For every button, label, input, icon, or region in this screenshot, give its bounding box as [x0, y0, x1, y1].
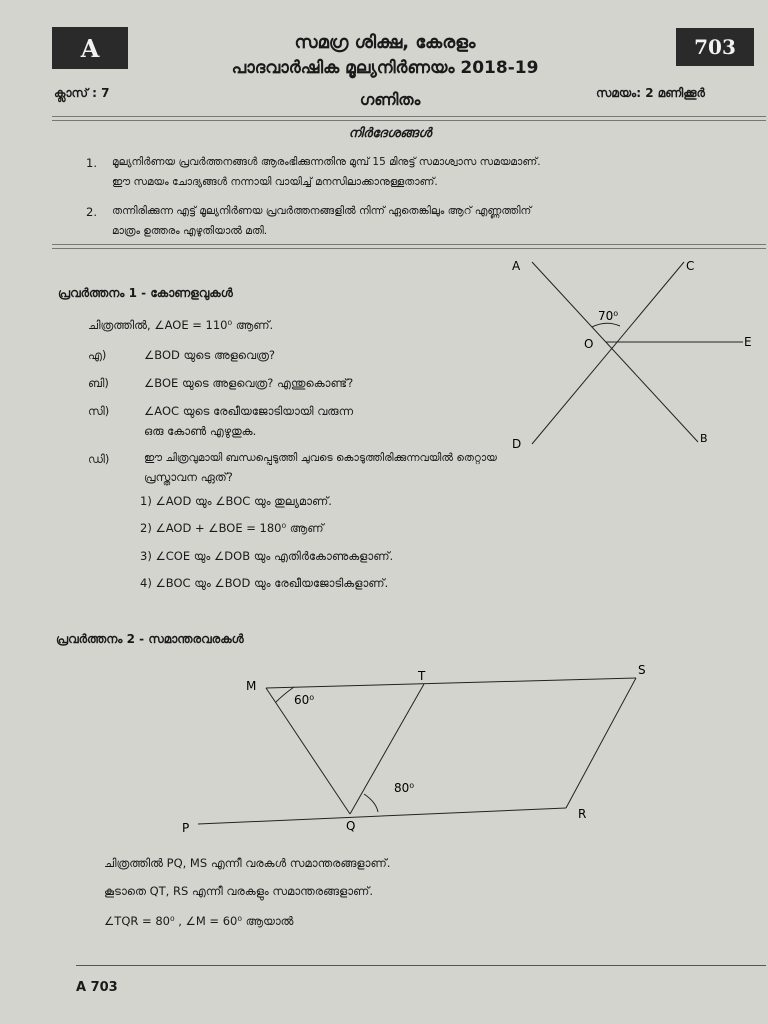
header-line1: സമഗ്ര ശിക്ഷ, കേരളം [294, 32, 476, 53]
label-d: D [512, 437, 522, 451]
footer-code: A 703 [76, 980, 118, 995]
line-rs [566, 678, 636, 808]
activity2-title: പ്രവർത്തനം 2 - സമാന്തരവരകൾ [56, 632, 244, 646]
q-d-text2: പ്രസ്താവന ഏത്? [144, 470, 233, 484]
instructions-rule-2 [52, 248, 766, 249]
series-letter-box [52, 27, 128, 69]
label-c: C [686, 259, 695, 273]
q-b-text: ∠BOE യുടെ അളവെത്ര? എന്തുകൊണ്ട്? [144, 376, 354, 390]
activity2-line1: ചിത്രത്തിൽ PQ, MS എന്നീ വരകൾ സമാന്തരങ്ങളാണ്. [104, 856, 391, 870]
label-s: S [638, 663, 646, 677]
angle-figure [488, 254, 768, 454]
label-q: Q [346, 819, 356, 833]
activity2-line3: ∠TQR = 80⁰ , ∠M = 60⁰ ആയാൽ [104, 914, 294, 928]
code-box [676, 28, 754, 66]
option-3: 3) ∠COE യും ∠DOB യും എതിർകോണുകളാണ്. [140, 549, 394, 563]
label-b: B [700, 432, 708, 445]
angle-arc-m [276, 687, 294, 702]
label-r: R [578, 807, 587, 821]
q-c-text2: ഒരു കോൺ എഴുതുക. [144, 424, 257, 438]
label-p: P [182, 821, 190, 835]
q-c-label: സി) [88, 404, 110, 418]
label-e: E [744, 335, 752, 349]
instruction-1-num: 1. [86, 156, 97, 170]
instruction-2-line2: മാത്രം ഉത്തരം എഴുതിയാൽ മതി. [112, 225, 268, 237]
label-a: A [512, 259, 521, 273]
line-ad [532, 262, 698, 442]
line-cb [532, 262, 684, 444]
activity2-line2: കൂടാതെ QT, RS എന്നീ വരകളും സമാന്തരങ്ങളാണ്. [104, 884, 373, 898]
q-c-text: ∠AOC യുടെ രേഖീയജോടിയായി വരുന്ന [144, 404, 354, 418]
angle-arc-aoc [592, 323, 620, 327]
label-angle-60: 60⁰ [294, 693, 315, 707]
label-t: T [418, 669, 426, 683]
header-rule-2 [52, 120, 766, 121]
q-a-label: എ) [88, 348, 107, 362]
time-label: സമയം: 2 മണിക്കൂർ [596, 86, 705, 100]
q-d-label: ഡി) [88, 452, 110, 466]
q-b-label: ബി) [88, 376, 109, 390]
class-label: ക്ലാസ് : 7 [54, 86, 110, 100]
instruction-2-num: 2. [86, 205, 97, 219]
activity1-title: പ്രവർത്തനം 1 - കോണളവുകൾ [58, 286, 233, 300]
option-1: 1) ∠AOD യും ∠BOC യും തുല്യമാണ്. [140, 494, 332, 508]
q-d-text: ഈ ചിത്രവുമായി ബന്ധപ്പെടുത്തി ചുവടെ കൊടുത്തിരിക്കുന്നവയിൽ തെറ്റായ [144, 452, 497, 464]
label-angle-80: 80⁰ [394, 781, 415, 795]
angle-arc-q [364, 794, 378, 812]
instruction-2-line1: തന്നിരിക്കുന്ന എട്ട് മൂല്യനിർണയ പ്രവർത്തനങ്ങളിൽ നിന്ന് ഏതെങ്കിലും ആറ് എണ്ണത്തിന് [112, 205, 532, 217]
line-pr [198, 808, 566, 824]
header-line2: പാദവാർഷിക മൂല്യനിർണയം 2018-19 [231, 58, 539, 78]
instruction-1-line2: ഈ സമയം ചോദ്യങ്ങൾ നന്നായി വായിച്ച് മനസിലാക്കാനുള്ളതാണ്. [112, 176, 438, 188]
option-2: 2) ∠AOD + ∠BOE = 180⁰ ആണ് [140, 521, 324, 535]
option-4: 4) ∠BOC യും ∠BOD യും രേഖീയജോടികളാണ്. [140, 576, 389, 590]
instruction-1-line1: മൂല്യനിർണയ പ്രവർത്തനങ്ങൾ ആരംഭിക്കുന്നതിനു മുമ്പ് 15 മിനുട്ട് സമാശ്വാസ സമയമാണ്. [112, 156, 541, 168]
header-rule-1 [52, 116, 766, 117]
line-ms [266, 678, 636, 688]
label-angle-70: 70⁰ [598, 309, 619, 323]
activity1-intro: ചിത്രത്തിൽ, ∠AOE = 110⁰ ആണ്. [88, 318, 274, 332]
subject: ഗണിതം [359, 90, 421, 109]
parallel-figure [170, 662, 690, 842]
q-a-text: ∠BOD യുടെ അളവെത്ര? [144, 348, 275, 362]
instructions-rule-1 [52, 244, 766, 245]
instructions-title: നിർദേശങ്ങൾ [348, 126, 432, 141]
code: 703 [694, 35, 736, 59]
label-o: O [584, 337, 594, 351]
label-m: M [246, 679, 257, 693]
footer-rule [76, 965, 766, 966]
series-letter: A [80, 33, 100, 63]
